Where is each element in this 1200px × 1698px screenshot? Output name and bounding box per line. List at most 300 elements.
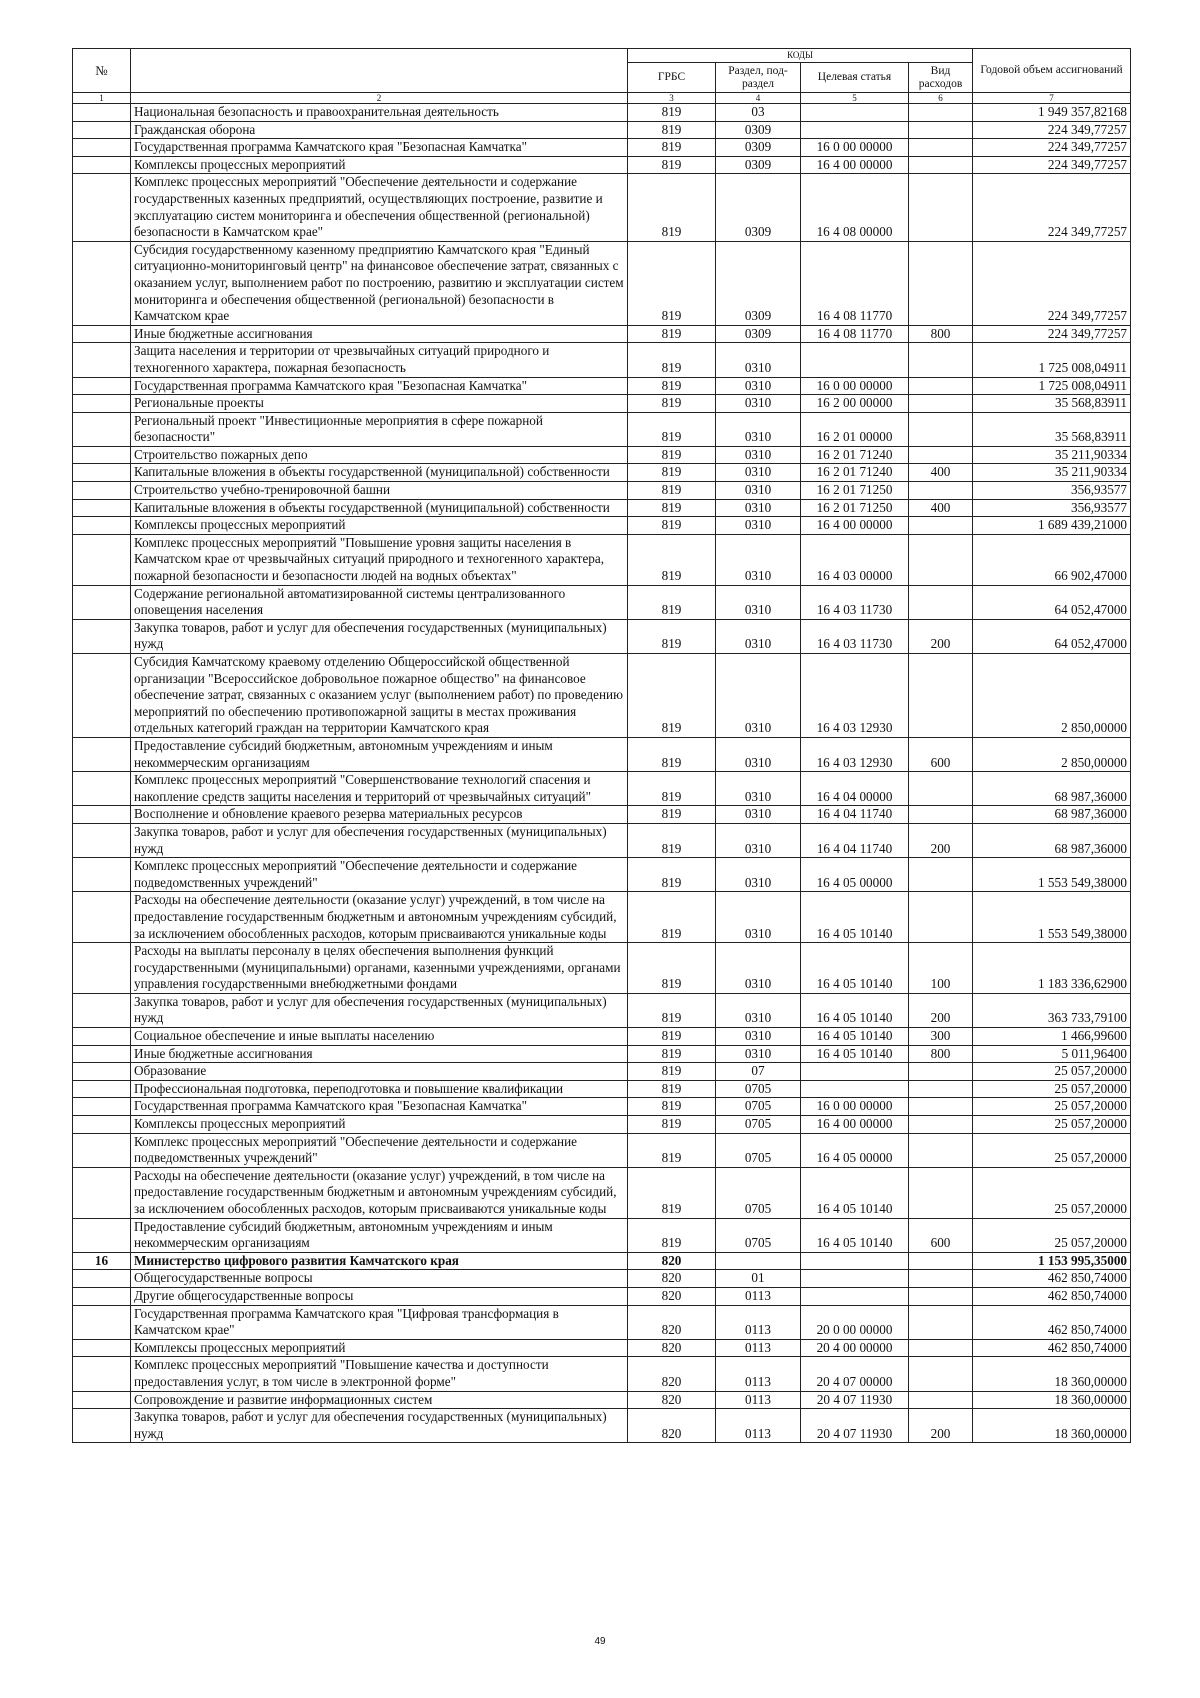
row-target: 16 4 05 10140 — [801, 1218, 909, 1252]
row-sum: 68 987,36000 — [973, 823, 1131, 857]
table-row — [73, 446, 1131, 464]
col-num-6: 6 — [909, 93, 973, 104]
row-target — [801, 121, 909, 139]
row-expense-type — [909, 241, 973, 325]
row-section: 0310 — [716, 772, 801, 806]
row-section: 07 — [716, 1063, 801, 1081]
row-sum: 35 211,90334 — [973, 446, 1131, 464]
row-name: Государственная программа Камчатского края "Безопасная Камчатка" — [131, 377, 628, 395]
row-num — [73, 156, 131, 174]
row-grbs: 820 — [628, 1287, 716, 1305]
header-expense-type: Вид расходов — [909, 63, 973, 93]
row-num — [73, 174, 131, 241]
row-name: Строительство учебно-тренировочной башни — [131, 482, 628, 500]
row-expense-type — [909, 1063, 973, 1081]
row-name: Комплексы процессных мероприятий — [131, 1116, 628, 1134]
row-expense-type — [909, 654, 973, 738]
row-section: 0705 — [716, 1167, 801, 1218]
col-num-1: 1 — [73, 93, 131, 104]
row-name: Социальное обеспечение и иные выплаты населению — [131, 1028, 628, 1046]
row-name: Общегосударственные вопросы — [131, 1270, 628, 1288]
table-row — [73, 156, 1131, 174]
row-sum: 462 850,74000 — [973, 1339, 1131, 1357]
row-target — [801, 1080, 909, 1098]
row-expense-type: 300 — [909, 1028, 973, 1046]
row-sum: 462 850,74000 — [973, 1287, 1131, 1305]
row-name: Региональный проект "Инвестиционные мероприятия в сфере пожарной безопасности" — [131, 412, 628, 446]
row-num — [73, 892, 131, 943]
row-section: 0113 — [716, 1357, 801, 1391]
row-num — [73, 737, 131, 771]
row-grbs: 820 — [628, 1409, 716, 1443]
row-name: Комплекс процессных мероприятий "Обеспечение деятельности и содержание подведомственных учреждений" — [131, 858, 628, 892]
row-grbs: 820 — [628, 1270, 716, 1288]
row-expense-type — [909, 1252, 973, 1270]
row-sum: 462 850,74000 — [973, 1305, 1131, 1339]
row-num — [73, 772, 131, 806]
table-row — [73, 1218, 1131, 1252]
row-expense-type — [909, 121, 973, 139]
row-target: 16 4 05 10140 — [801, 1045, 909, 1063]
row-expense-type — [909, 1116, 973, 1134]
row-grbs: 819 — [628, 1133, 716, 1167]
table-body — [73, 104, 1131, 1443]
row-section: 0309 — [716, 121, 801, 139]
row-grbs: 819 — [628, 377, 716, 395]
row-section: 0310 — [716, 993, 801, 1027]
table-row — [73, 737, 1131, 771]
row-num — [73, 993, 131, 1027]
row-sum: 5 011,96400 — [973, 1045, 1131, 1063]
row-num — [73, 806, 131, 824]
row-name: Строительство пожарных депо — [131, 446, 628, 464]
row-expense-type — [909, 534, 973, 585]
row-name: Капитальные вложения в объекты государственной (муниципальной) собственности — [131, 464, 628, 482]
row-section: 0309 — [716, 325, 801, 343]
row-expense-type — [909, 1287, 973, 1305]
row-grbs: 819 — [628, 737, 716, 771]
col-num-4: 4 — [716, 93, 801, 104]
row-section: 0310 — [716, 654, 801, 738]
row-num — [73, 139, 131, 157]
row-sum: 64 052,47000 — [973, 585, 1131, 619]
row-expense-type: 200 — [909, 619, 973, 653]
table-row — [73, 482, 1131, 500]
row-target: 20 4 07 11930 — [801, 1409, 909, 1443]
row-target: 20 4 00 00000 — [801, 1339, 909, 1357]
row-name: Закупка товаров, работ и услуг для обеспечения государственных (муниципальных) нужд — [131, 823, 628, 857]
row-target: 16 4 08 00000 — [801, 174, 909, 241]
row-grbs: 819 — [628, 1116, 716, 1134]
budget-table-page — [72, 48, 1130, 1443]
row-grbs: 819 — [628, 1098, 716, 1116]
row-sum: 35 568,83911 — [973, 412, 1131, 446]
row-num — [73, 1063, 131, 1081]
row-target: 16 4 03 12930 — [801, 737, 909, 771]
table-row — [73, 1287, 1131, 1305]
table-row — [73, 772, 1131, 806]
row-grbs: 819 — [628, 585, 716, 619]
row-sum: 2 850,00000 — [973, 737, 1131, 771]
row-grbs: 819 — [628, 482, 716, 500]
row-section: 0310 — [716, 412, 801, 446]
row-sum: 1 553 549,38000 — [973, 858, 1131, 892]
table-row — [73, 619, 1131, 653]
table-row — [73, 377, 1131, 395]
row-sum: 1 153 995,35000 — [973, 1252, 1131, 1270]
row-section: 0705 — [716, 1133, 801, 1167]
row-name: Капитальные вложения в объекты государственной (муниципальной) собственности — [131, 499, 628, 517]
row-section: 0113 — [716, 1287, 801, 1305]
row-name: Комплекс процессных мероприятий "Обеспечение деятельности и содержание государственных казенных предприятий, осуществляющих построение, развитие и эксплуатацию систем мониторинга и обеспечения общественной (региональной) безопасности в Камчатском крае" — [131, 174, 628, 241]
row-name: Содержание региональной автоматизированной системы централизованного оповещения населения — [131, 585, 628, 619]
row-section: 0310 — [716, 499, 801, 517]
row-target: 16 4 00 00000 — [801, 517, 909, 535]
row-target — [801, 1270, 909, 1288]
row-num — [73, 1339, 131, 1357]
table-row — [73, 654, 1131, 738]
row-sum: 1 183 336,62900 — [973, 943, 1131, 994]
header-annual: Годовой объем ассигнований — [973, 49, 1131, 93]
row-name: Защита населения и территории от чрезвычайных ситуаций природного и техногенного характера, пожарная безопасность — [131, 343, 628, 377]
row-sum: 18 360,00000 — [973, 1357, 1131, 1391]
row-num — [73, 377, 131, 395]
row-target — [801, 104, 909, 122]
row-name: Комплекс процессных мероприятий "Повышение качества и доступности предоставления услуг, в том числе в электронной форме" — [131, 1357, 628, 1391]
row-name: Государственная программа Камчатского края "Безопасная Камчатка" — [131, 139, 628, 157]
table-row — [73, 1028, 1131, 1046]
row-target: 16 4 05 10140 — [801, 943, 909, 994]
row-grbs: 819 — [628, 139, 716, 157]
row-target: 16 4 04 11740 — [801, 823, 909, 857]
table-row — [73, 1080, 1131, 1098]
row-grbs: 820 — [628, 1252, 716, 1270]
row-expense-type — [909, 892, 973, 943]
col-num-7: 7 — [973, 93, 1131, 104]
row-target: 16 4 03 11730 — [801, 619, 909, 653]
row-name: Комплексы процессных мероприятий — [131, 1339, 628, 1357]
row-sum: 68 987,36000 — [973, 772, 1131, 806]
table-row — [73, 1409, 1131, 1443]
row-sum: 66 902,47000 — [973, 534, 1131, 585]
header-codes: КОДЫ — [628, 49, 973, 63]
row-expense-type: 600 — [909, 1218, 973, 1252]
row-grbs: 819 — [628, 464, 716, 482]
row-expense-type: 600 — [909, 737, 973, 771]
row-expense-type: 200 — [909, 823, 973, 857]
table-row — [73, 517, 1131, 535]
row-expense-type — [909, 517, 973, 535]
row-section: 0310 — [716, 446, 801, 464]
row-sum: 18 360,00000 — [973, 1391, 1131, 1409]
row-num — [73, 464, 131, 482]
table-row — [73, 412, 1131, 446]
row-target: 16 4 03 00000 — [801, 534, 909, 585]
header-num: № — [73, 49, 131, 93]
row-num — [73, 325, 131, 343]
row-section: 0113 — [716, 1409, 801, 1443]
row-target: 16 2 01 71240 — [801, 464, 909, 482]
row-grbs: 819 — [628, 654, 716, 738]
row-target: 16 4 04 11740 — [801, 806, 909, 824]
row-section: 0705 — [716, 1218, 801, 1252]
row-section: 0310 — [716, 1045, 801, 1063]
row-target: 16 0 00 00000 — [801, 139, 909, 157]
row-section: 0113 — [716, 1391, 801, 1409]
col-num-3: 3 — [628, 93, 716, 104]
row-sum: 68 987,36000 — [973, 806, 1131, 824]
row-target: 16 4 05 10140 — [801, 1167, 909, 1218]
row-expense-type — [909, 858, 973, 892]
row-target: 20 4 07 00000 — [801, 1357, 909, 1391]
row-grbs: 819 — [628, 156, 716, 174]
row-name: Комплекс процессных мероприятий "Совершенствование технологий спасения и накопление средств защиты населения и территорий от чрезвычайных ситуаций" — [131, 772, 628, 806]
row-sum: 25 057,20000 — [973, 1098, 1131, 1116]
row-section: 03 — [716, 104, 801, 122]
row-num — [73, 121, 131, 139]
row-section: 0310 — [716, 482, 801, 500]
row-num — [73, 534, 131, 585]
row-target: 16 4 05 10140 — [801, 993, 909, 1027]
row-expense-type — [909, 1305, 973, 1339]
row-name: Комплекс процессных мероприятий "Обеспечение деятельности и содержание подведомственных учреждений" — [131, 1133, 628, 1167]
row-num — [73, 1218, 131, 1252]
row-num — [73, 241, 131, 325]
row-section: 0310 — [716, 517, 801, 535]
row-sum: 1 725 008,04911 — [973, 377, 1131, 395]
row-expense-type: 200 — [909, 1409, 973, 1443]
row-section: 0309 — [716, 139, 801, 157]
table-row — [73, 585, 1131, 619]
row-grbs: 819 — [628, 1218, 716, 1252]
row-num — [73, 1357, 131, 1391]
row-section: 0310 — [716, 806, 801, 824]
row-target: 16 0 00 00000 — [801, 377, 909, 395]
row-num — [73, 619, 131, 653]
row-grbs: 819 — [628, 993, 716, 1027]
row-sum: 18 360,00000 — [973, 1409, 1131, 1443]
row-expense-type — [909, 446, 973, 464]
row-grbs: 819 — [628, 325, 716, 343]
row-section: 0309 — [716, 174, 801, 241]
row-num — [73, 1305, 131, 1339]
row-expense-type: 100 — [909, 943, 973, 994]
row-section: 0113 — [716, 1339, 801, 1357]
row-sum: 35 568,83911 — [973, 395, 1131, 413]
row-num — [73, 1409, 131, 1443]
row-target: 16 4 05 10140 — [801, 1028, 909, 1046]
row-name: Расходы на выплаты персоналу в целях обеспечения выполнения функций государственными (муниципальными) органами, казенными учреждениями, органами управления государственными внебюджетными фондами — [131, 943, 628, 994]
row-section: 0705 — [716, 1116, 801, 1134]
row-target: 16 2 01 71240 — [801, 446, 909, 464]
row-section: 0310 — [716, 619, 801, 653]
table-row — [73, 1270, 1131, 1288]
row-grbs: 819 — [628, 343, 716, 377]
table-row — [73, 1167, 1131, 1218]
row-grbs: 819 — [628, 1045, 716, 1063]
header-section: Раздел, под-раздел — [716, 63, 801, 93]
row-grbs: 819 — [628, 174, 716, 241]
row-target: 16 4 05 00000 — [801, 1133, 909, 1167]
row-expense-type — [909, 1357, 973, 1391]
row-name: Закупка товаров, работ и услуг для обеспечения государственных (муниципальных) нужд — [131, 1409, 628, 1443]
row-num: 16 — [73, 1252, 131, 1270]
table-row — [73, 499, 1131, 517]
table-row — [73, 464, 1131, 482]
row-num — [73, 412, 131, 446]
table-row — [73, 325, 1131, 343]
row-name: Комплексы процессных мероприятий — [131, 156, 628, 174]
row-target: 16 4 08 11770 — [801, 241, 909, 325]
row-target: 16 4 04 00000 — [801, 772, 909, 806]
row-name: Региональные проекты — [131, 395, 628, 413]
table-header — [73, 49, 1131, 104]
row-section: 0310 — [716, 464, 801, 482]
row-grbs: 819 — [628, 241, 716, 325]
row-expense-type: 800 — [909, 1045, 973, 1063]
row-grbs: 819 — [628, 823, 716, 857]
table-row — [73, 395, 1131, 413]
row-sum: 462 850,74000 — [973, 1270, 1131, 1288]
row-num — [73, 585, 131, 619]
row-target — [801, 1252, 909, 1270]
row-grbs: 819 — [628, 806, 716, 824]
row-target: 20 4 07 11930 — [801, 1391, 909, 1409]
row-target: 16 4 00 00000 — [801, 1116, 909, 1134]
row-expense-type — [909, 1133, 973, 1167]
table-row — [73, 343, 1131, 377]
col-num-5: 5 — [801, 93, 909, 104]
row-expense-type — [909, 343, 973, 377]
row-name: Предоставление субсидий бюджетным, автономным учреждениям и иным некоммерческим организациям — [131, 1218, 628, 1252]
row-num — [73, 1167, 131, 1218]
row-expense-type — [909, 772, 973, 806]
row-expense-type — [909, 395, 973, 413]
table-row — [73, 1116, 1131, 1134]
row-target: 20 0 00 00000 — [801, 1305, 909, 1339]
table-row — [73, 1391, 1131, 1409]
row-expense-type — [909, 806, 973, 824]
row-sum: 224 349,77257 — [973, 156, 1131, 174]
table-row — [73, 241, 1131, 325]
row-section: 0310 — [716, 585, 801, 619]
budget-table — [72, 48, 1131, 1443]
row-grbs: 820 — [628, 1357, 716, 1391]
table-row — [73, 806, 1131, 824]
table-row — [73, 858, 1131, 892]
row-sum: 64 052,47000 — [973, 619, 1131, 653]
table-row — [73, 823, 1131, 857]
table-row — [73, 943, 1131, 994]
row-section: 0310 — [716, 858, 801, 892]
row-target: 16 2 01 71250 — [801, 482, 909, 500]
row-name: Сопровождение и развитие информационных систем — [131, 1391, 628, 1409]
row-expense-type — [909, 412, 973, 446]
table-row — [73, 1045, 1131, 1063]
row-grbs: 819 — [628, 1167, 716, 1218]
header-name-blank — [131, 49, 628, 93]
row-section: 0310 — [716, 395, 801, 413]
page-number: 49 — [594, 1636, 606, 1647]
table-row — [73, 993, 1131, 1027]
row-grbs: 819 — [628, 943, 716, 994]
row-name: Расходы на обеспечение деятельности (оказание услуг) учреждений, в том числе на предоставление государственным бюджетным и автономным учреждениям субсидий, за исключением обособленных расходов, которым присваиваются уникальные коды — [131, 1167, 628, 1218]
table-row — [73, 534, 1131, 585]
row-sum: 224 349,77257 — [973, 121, 1131, 139]
row-target — [801, 343, 909, 377]
row-expense-type — [909, 1270, 973, 1288]
row-expense-type — [909, 377, 973, 395]
row-name: Министерство цифрового развития Камчатского края — [131, 1252, 628, 1270]
row-num — [73, 943, 131, 994]
row-grbs: 820 — [628, 1391, 716, 1409]
row-grbs: 820 — [628, 1339, 716, 1357]
row-sum: 224 349,77257 — [973, 139, 1131, 157]
row-sum: 1 725 008,04911 — [973, 343, 1131, 377]
row-num — [73, 1098, 131, 1116]
row-num — [73, 343, 131, 377]
row-sum: 356,93577 — [973, 499, 1131, 517]
table-row — [73, 1252, 1131, 1270]
row-grbs: 819 — [628, 772, 716, 806]
row-name: Гражданская оборона — [131, 121, 628, 139]
row-target: 16 2 01 00000 — [801, 412, 909, 446]
row-num — [73, 823, 131, 857]
header-grbs: ГРБС — [628, 63, 716, 93]
row-section: 0705 — [716, 1080, 801, 1098]
row-expense-type: 800 — [909, 325, 973, 343]
row-section: 0309 — [716, 241, 801, 325]
row-expense-type — [909, 585, 973, 619]
row-grbs: 819 — [628, 1080, 716, 1098]
row-num — [73, 395, 131, 413]
table-row — [73, 1305, 1131, 1339]
table-row — [73, 1339, 1131, 1357]
row-sum: 25 057,20000 — [973, 1167, 1131, 1218]
table-row — [73, 1357, 1131, 1391]
row-target: 16 4 00 00000 — [801, 156, 909, 174]
row-num — [73, 1133, 131, 1167]
row-sum: 1 553 549,38000 — [973, 892, 1131, 943]
row-name: Субсидия государственному казенному предприятию Камчатского края "Единый ситуационно-мониторинговый центр" на финансовое обеспечение затрат, связанных с оказанием услуг, выполнением работ по построению, развитию и эксплуатации систем мониторинга и обеспечения общественной (региональной) безопасности в Камчатском крае — [131, 241, 628, 325]
row-target: 16 4 08 11770 — [801, 325, 909, 343]
row-name: Комплекс процессных мероприятий "Повышение уровня защиты населения в Камчатском крае от чрезвычайных ситуаций природного и техногенного характера, пожарной безопасности и безопасности людей на водных объектах" — [131, 534, 628, 585]
row-expense-type — [909, 104, 973, 122]
row-expense-type: 200 — [909, 993, 973, 1027]
row-num — [73, 1391, 131, 1409]
row-grbs: 819 — [628, 619, 716, 653]
row-num — [73, 654, 131, 738]
row-num — [73, 858, 131, 892]
row-sum: 363 733,79100 — [973, 993, 1131, 1027]
row-target — [801, 1063, 909, 1081]
row-num — [73, 446, 131, 464]
row-section: 0113 — [716, 1305, 801, 1339]
table-row — [73, 1098, 1131, 1116]
row-section: 0310 — [716, 823, 801, 857]
row-sum: 25 057,20000 — [973, 1133, 1131, 1167]
row-grbs: 819 — [628, 1063, 716, 1081]
row-expense-type — [909, 139, 973, 157]
row-expense-type — [909, 482, 973, 500]
row-name: Другие общегосударственные вопросы — [131, 1287, 628, 1305]
row-expense-type — [909, 1391, 973, 1409]
row-grbs: 819 — [628, 517, 716, 535]
row-name: Комплексы процессных мероприятий — [131, 517, 628, 535]
row-sum: 35 211,90334 — [973, 464, 1131, 482]
row-num — [73, 1045, 131, 1063]
row-name: Закупка товаров, работ и услуг для обеспечения государственных (муниципальных) нужд — [131, 619, 628, 653]
